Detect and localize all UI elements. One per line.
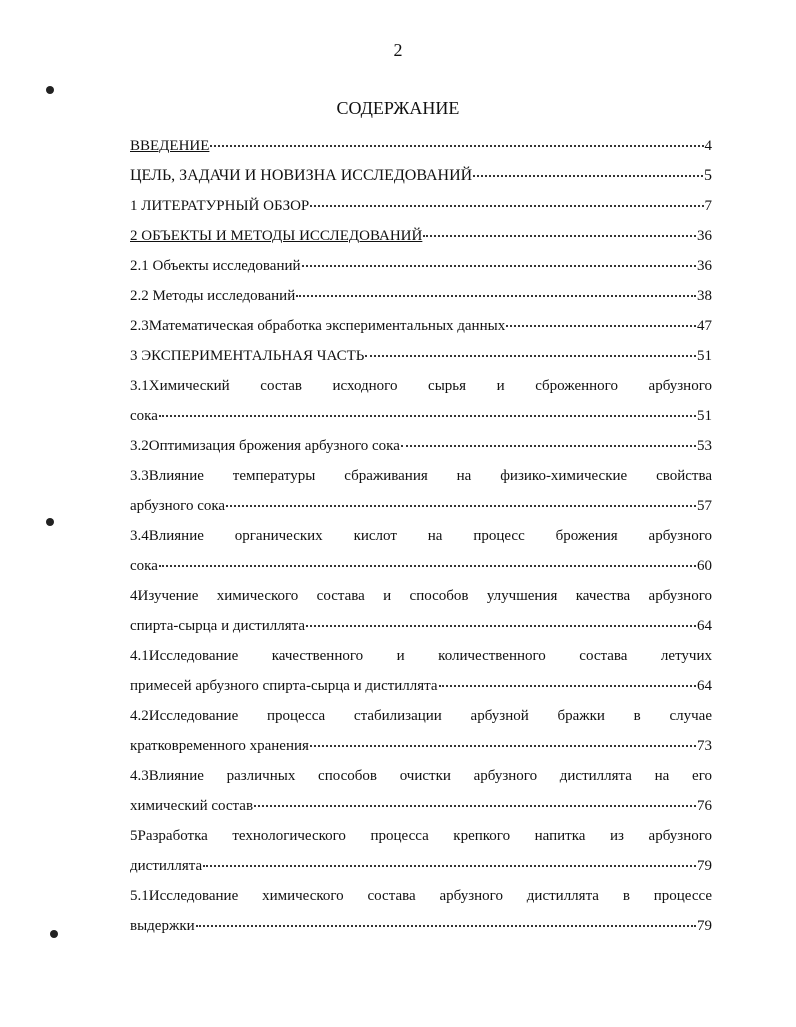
toc-page-number: 73 <box>697 738 712 754</box>
toc-entry-text: 2.2 Методы исследований <box>130 288 296 304</box>
toc-entry <box>130 641 712 701</box>
toc-line <box>130 791 712 821</box>
toc-line <box>130 581 712 611</box>
dot-leader <box>196 924 696 927</box>
toc-entry-text: 4.1Исследование качественного и количественного состава летучих <box>130 648 712 664</box>
toc-line <box>130 311 712 341</box>
toc-entry-text: ВВЕДЕНИЕ <box>130 138 210 154</box>
toc-entry <box>130 161 712 191</box>
table-of-contents <box>130 131 712 941</box>
toc-entry-text: арбузного сока <box>130 498 226 514</box>
dot-leader <box>159 564 696 567</box>
toc-entry-text: химический состав <box>130 798 254 814</box>
toc-page-number: 38 <box>697 288 712 304</box>
margin-dot-mark <box>50 930 58 938</box>
toc-entry-text: 3.3Влияние температуры сбраживания на физико-химические свойства <box>130 468 712 484</box>
dot-leader <box>310 204 703 207</box>
toc-entry <box>130 131 712 161</box>
toc-entry-text: 3.2Оптимизация брожения арбузного сока <box>130 438 400 454</box>
dot-leader <box>254 804 696 807</box>
toc-line <box>130 491 712 521</box>
toc-entry-text: 3 ЭКСПЕРИМЕНТАЛЬНАЯ ЧАСТЬ <box>130 348 365 364</box>
margin-dot-mark <box>46 518 54 526</box>
dot-leader <box>423 234 696 237</box>
toc-line <box>130 671 712 701</box>
dot-leader <box>506 324 696 327</box>
toc-page-number: 51 <box>697 348 712 364</box>
toc-entry <box>130 701 712 761</box>
toc-line <box>130 161 712 191</box>
toc-line <box>130 461 712 491</box>
dot-leader <box>226 504 696 507</box>
toc-entry-text: 3.1Химический состав исходного сырья и сброженного арбузного <box>130 378 712 394</box>
toc-entry <box>130 431 712 461</box>
toc-line <box>130 881 712 911</box>
toc-entry-text: дистиллята <box>130 858 203 874</box>
toc-line <box>130 821 712 851</box>
toc-page-number: 53 <box>697 438 712 454</box>
toc-line <box>130 431 712 461</box>
page-number: 2 <box>393 40 403 60</box>
dot-leader <box>310 744 696 747</box>
toc-line <box>130 341 712 371</box>
toc-entry <box>130 461 712 521</box>
toc-entry-text: 2.3Математическая обработка экспериментальных данных <box>130 318 506 334</box>
toc-entry-text: 5.1Исследование химического состава арбузного дистиллята в процессе <box>130 888 712 904</box>
toc-line <box>130 401 712 431</box>
toc-line <box>130 251 712 281</box>
margin-dot-mark <box>46 86 54 94</box>
toc-entry-text: сока <box>130 408 158 424</box>
toc-entry-text: выдержки <box>130 918 195 934</box>
toc-page-number: 64 <box>697 618 712 634</box>
toc-line <box>130 911 712 941</box>
toc-entry <box>130 761 712 821</box>
toc-entry <box>130 311 712 341</box>
toc-page-number: 57 <box>697 498 712 514</box>
toc-page-number: 79 <box>697 918 712 934</box>
dot-leader <box>210 144 703 147</box>
toc-line <box>130 281 712 311</box>
toc-entry <box>130 881 712 941</box>
toc-line <box>130 551 712 581</box>
toc-entry <box>130 341 712 371</box>
toc-entry <box>130 821 712 881</box>
toc-entry-text: 4.2Исследование процесса стабилизации арбузной бражки в случае <box>130 708 712 724</box>
toc-page-number: 64 <box>697 678 712 694</box>
dot-leader <box>306 624 696 627</box>
toc-entry-text: 4.3Влияние различных способов очистки арбузного дистиллята на его <box>130 768 712 784</box>
toc-entry-text: 1 ЛИТЕРАТУРНЫЙ ОБЗОР <box>130 198 310 214</box>
toc-line <box>130 221 712 251</box>
toc-entry-text: 2.1 Объекты исследований <box>130 258 301 274</box>
toc-entry-text: ЦЕЛЬ, ЗАДАЧИ И НОВИЗНА ИССЛЕДОВАНИЙ <box>130 167 473 184</box>
toc-line <box>130 731 712 761</box>
toc-page-number: 47 <box>697 318 712 334</box>
toc-entry-text: сока <box>130 558 158 574</box>
toc-entry-text: 4Изучение химического состава и способов улучшения качества арбузного <box>130 588 712 604</box>
toc-entry-text: кратковременного хранения <box>130 738 309 754</box>
toc-page-number: 76 <box>697 798 712 814</box>
toc-page-number: 4 <box>704 138 712 154</box>
toc-line <box>130 371 712 401</box>
toc-entry <box>130 221 712 251</box>
toc-page-number: 36 <box>697 228 712 244</box>
dot-leader <box>296 294 696 297</box>
toc-entry-text: примесей арбузного спирта-сырца и дистиллята <box>130 678 438 694</box>
dot-leader <box>439 684 696 687</box>
dot-leader <box>473 174 703 177</box>
toc-page-number: 5 <box>704 167 712 184</box>
toc-entry <box>130 191 712 221</box>
dot-leader <box>365 354 696 357</box>
toc-line <box>130 521 712 551</box>
toc-entry-text: 5Разработка технологического процесса крепкого напитка из арбузного <box>130 828 712 844</box>
toc-page-number: 60 <box>697 558 712 574</box>
toc-line <box>130 641 712 671</box>
toc-page-number: 79 <box>697 858 712 874</box>
toc-line <box>130 131 712 161</box>
toc-page-number: 36 <box>697 258 712 274</box>
dot-leader <box>159 414 696 417</box>
toc-title: СОДЕРЖАНИЕ <box>336 98 460 118</box>
toc-entry <box>130 581 712 641</box>
dot-leader <box>203 864 696 867</box>
toc-entry <box>130 521 712 581</box>
toc-entry-text: 3.4Влияние органических кислот на процесс брожения арбузного <box>130 528 712 544</box>
toc-line <box>130 191 712 221</box>
toc-line <box>130 611 712 641</box>
toc-entry <box>130 371 712 431</box>
toc-line <box>130 761 712 791</box>
toc-entry <box>130 251 712 281</box>
dot-leader <box>302 264 696 267</box>
toc-line <box>130 851 712 881</box>
dot-leader <box>401 444 696 447</box>
toc-entry-text: спирта-сырца и дистиллята <box>130 618 306 634</box>
toc-entry-text: 2 ОБЪЕКТЫ И МЕТОДЫ ИССЛЕДОВАНИЙ <box>130 228 423 244</box>
toc-page-number: 7 <box>704 198 712 214</box>
toc-entry <box>130 281 712 311</box>
toc-page-number: 51 <box>697 408 712 424</box>
toc-line <box>130 701 712 731</box>
